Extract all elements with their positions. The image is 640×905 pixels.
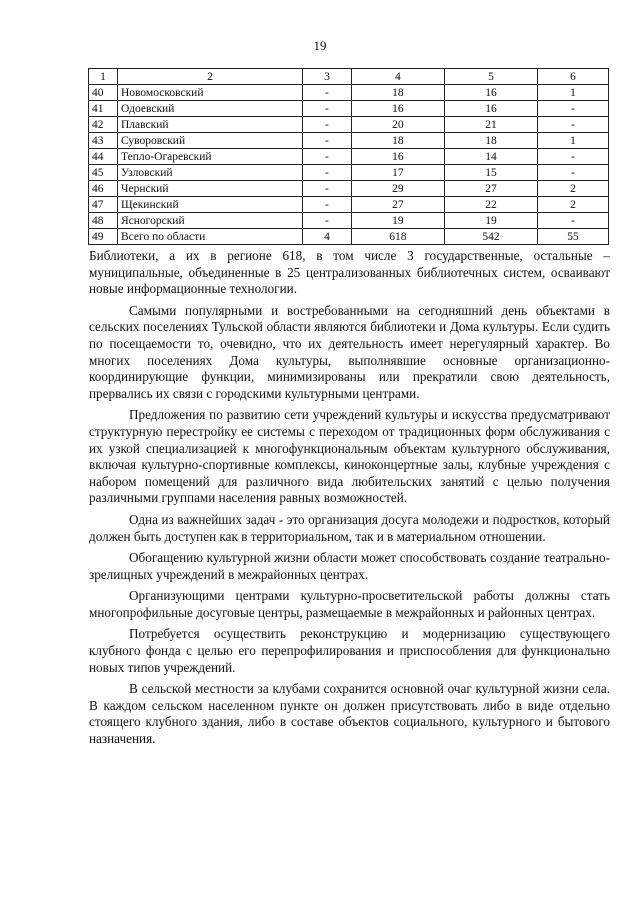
row-number: 42	[89, 117, 118, 133]
value-col-3: -	[303, 101, 352, 117]
paragraph-rural-clubs: В сельской местности за клубами сохранится основной очаг культурной жизни села. В каждом сельском населенном пункте он должен присутствовать либо в виде отдельно стоящего клубного здания, либо в составе объектов социального, культурного и бытового назначения.	[89, 681, 610, 747]
header-cell-5: 5	[444, 69, 537, 85]
value-col-3: -	[303, 197, 352, 213]
statistics-table	[88, 68, 609, 245]
paragraph-rural-settlements: Самыми популярными и востребованными на сегодняшний день объектами в сельских поселениях Тульской области являются библиотеки и Дома культуры. Если судить по посещаемости то, очевидно, что их деятельность имеет нерегулярный характер. Во многих поселениях Дома культуры, выполнявшие основные организационно-координирующие функции, минимизированы или прекратили свою деятельность, прервались их связи с городскими культурными центрами.	[89, 302, 610, 401]
table-row	[89, 165, 609, 181]
table-row	[89, 213, 609, 229]
total-label: Всего по области	[118, 229, 303, 245]
header-cell-3: 3	[303, 69, 352, 85]
table-row	[89, 85, 609, 101]
row-number: 48	[89, 213, 118, 229]
table-header-row	[89, 69, 609, 85]
value-col-5: 27	[444, 181, 537, 197]
body-text	[89, 248, 610, 753]
paragraph-network-proposals: Предложения по развитию сети учреждений культуры и искусства предусматривают структурную перестройку ее системы с переходом от традиционных форм обслуживания с их узкой специализацией к многофункциональным объектам культурного обслуживания, включая культурно-спортивные комплексы, киноконцертные залы, клубные учреждения с набором помещений для различного вида любительских занятий с целью получения различными группами населения равных возможностей.	[89, 407, 610, 506]
row-number: 41	[89, 101, 118, 117]
paragraph-reconstruction: Потребуется осуществить реконструкцию и модернизацию существующего клубного фонда с целью его перепрофилирования и приспособления для функционально новых типов учреждений.	[89, 626, 610, 675]
paragraph-libraries: Библиотеки, а их в регионе 618, в том числе 3 государственные, остальные – муниципальные, объединенные в 25 централизованных библиотечных систем, осваивают новые информационные технологии.	[89, 248, 610, 297]
value-col-5: 18	[444, 133, 537, 149]
district-name: Суворовский	[118, 133, 303, 149]
paragraph-leisure-centers: Организующими центрами культурно-просветительской работы должны стать многопрофильные досуговые центры, размещаемые в межрайонных и районных центрах.	[89, 588, 610, 620]
table-row	[89, 149, 609, 165]
value-col-4: 16	[351, 101, 444, 117]
value-col-6: -	[538, 149, 609, 165]
table-row	[89, 181, 609, 197]
value-col-3: -	[303, 133, 352, 149]
row-number: 46	[89, 181, 118, 197]
value-col-4: 16	[351, 149, 444, 165]
value-col-5: 16	[444, 85, 537, 101]
value-col-4: 20	[351, 117, 444, 133]
district-name: Новомосковский	[118, 85, 303, 101]
table-row	[89, 117, 609, 133]
district-name: Ясногорский	[118, 213, 303, 229]
value-col-5: 19	[444, 213, 537, 229]
value-col-3: 4	[303, 229, 352, 245]
table-row	[89, 101, 609, 117]
value-col-6: 1	[538, 85, 609, 101]
value-col-3: -	[303, 117, 352, 133]
value-col-6: 2	[538, 197, 609, 213]
header-cell-1: 1	[89, 69, 118, 85]
value-col-6: 55	[538, 229, 609, 245]
district-name: Чернский	[118, 181, 303, 197]
value-col-5: 15	[444, 165, 537, 181]
value-col-3: -	[303, 213, 352, 229]
value-col-6: 1	[538, 133, 609, 149]
district-name: Одоевский	[118, 101, 303, 117]
paragraph-youth-leisure: Одна из важнейших задач - это организация досуга молодежи и подростков, который должен быть доступен как в территориальном, так и в материальном отношении.	[89, 511, 610, 544]
value-col-5: 21	[444, 117, 537, 133]
value-col-5: 542	[444, 229, 537, 245]
row-number: 40	[89, 85, 118, 101]
value-col-4: 618	[351, 229, 444, 245]
header-cell-4: 4	[351, 69, 444, 85]
district-name: Узловский	[118, 165, 303, 181]
district-name: Плавский	[118, 117, 303, 133]
value-col-6: -	[538, 101, 609, 117]
district-name: Тепло-Огаревский	[118, 149, 303, 165]
value-col-6: 2	[538, 181, 609, 197]
paragraph-theatre: Обогащению культурной жизни области может способствовать создание театрально-зрелищных учреждений в межрайонных центрах.	[89, 550, 610, 582]
value-col-5: 14	[444, 149, 537, 165]
value-col-3: -	[303, 181, 352, 197]
value-col-3: -	[303, 149, 352, 165]
row-number: 45	[89, 165, 118, 181]
value-col-4: 17	[351, 165, 444, 181]
value-col-4: 29	[351, 181, 444, 197]
row-number: 43	[89, 133, 118, 149]
value-col-5: 22	[444, 197, 537, 213]
value-col-6: -	[538, 117, 609, 133]
district-name: Щекинский	[118, 197, 303, 213]
row-number: 47	[89, 197, 118, 213]
value-col-4: 27	[351, 197, 444, 213]
header-cell-2: 2	[118, 69, 303, 85]
value-col-4: 18	[351, 85, 444, 101]
table-row	[89, 133, 609, 149]
table-row	[89, 197, 609, 213]
table-total-row	[89, 229, 609, 245]
value-col-3: -	[303, 165, 352, 181]
row-number: 49	[89, 229, 118, 245]
value-col-6: -	[538, 213, 609, 229]
value-col-4: 19	[351, 213, 444, 229]
page-number: 19	[313, 38, 327, 53]
table-body	[89, 69, 609, 245]
value-col-6: -	[538, 165, 609, 181]
value-col-3: -	[303, 85, 352, 101]
value-col-4: 18	[351, 133, 444, 149]
value-col-5: 16	[444, 101, 537, 117]
row-number: 44	[89, 149, 118, 165]
header-cell-6: 6	[538, 69, 609, 85]
